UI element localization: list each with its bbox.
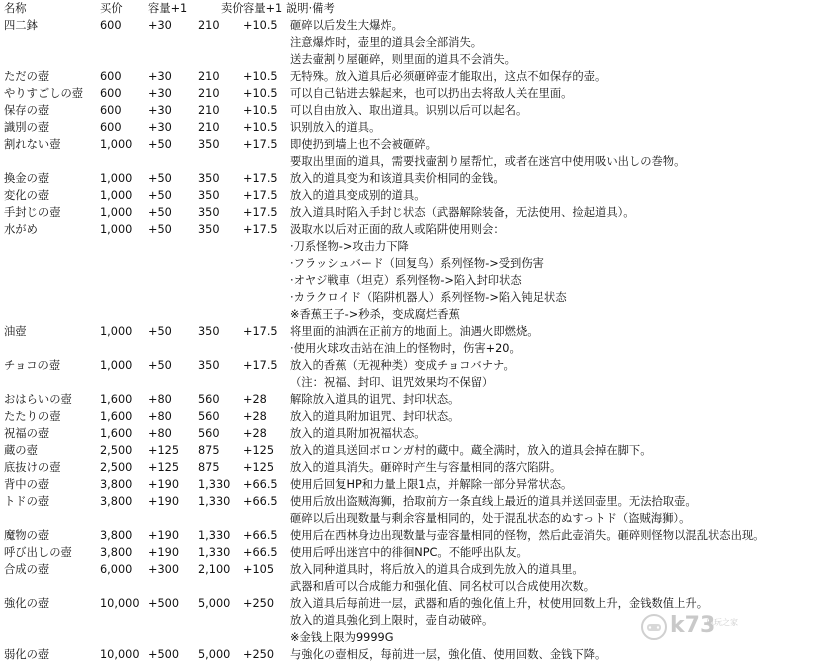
item-buy-plus: +80	[148, 427, 172, 440]
note-line: 注意爆炸时，壶里的道具会全部消失。	[290, 36, 483, 49]
note-line: 放入的道具变成别的道具。	[290, 189, 426, 202]
item-buy-price: 600	[100, 104, 122, 117]
table-row	[0, 442, 834, 459]
item-buy-price: 1,600	[100, 393, 133, 406]
item-name: 合成の壺	[4, 563, 50, 576]
note-line: ·フラッシュバード（回复鸟）系列怪物->受到伤害	[290, 257, 544, 270]
item-sell-price: 1,330	[198, 495, 231, 508]
item-sell-plus: +17.5	[243, 223, 278, 236]
item-name: チョコの壺	[4, 359, 61, 372]
note-line: 放入的道具強化到上限时，壶自动破碎。	[290, 614, 494, 627]
item-buy-plus: +30	[148, 121, 172, 134]
item-sell-plus: +66.5	[243, 495, 278, 508]
item-sell-price: 560	[198, 393, 220, 406]
item-buy-price: 600	[100, 87, 122, 100]
header-buy: 买价	[100, 2, 123, 15]
note-line: ·刀系怪物->攻击力下降	[290, 240, 409, 253]
note-line: 汲取水以后对正面的敌人或陷阱使用则会：	[290, 223, 505, 236]
item-name: 弱化の壺	[4, 648, 50, 661]
note-line: 将里面的油洒在正前方的地面上。油遇火即燃烧。	[290, 325, 539, 338]
item-name: おはらいの壺	[4, 393, 72, 406]
table-row	[0, 561, 834, 595]
item-buy-price: 10,000	[100, 597, 140, 610]
item-sell-price: 210	[198, 121, 220, 134]
note-line: 使用后回复HP和力量上限1点，并解除一部分异常状态。	[290, 478, 573, 491]
table-row	[0, 544, 834, 561]
note-line: 放入的道具消失。砸碎时产生与容量相同的落穴陷阱。	[290, 461, 562, 474]
item-buy-plus: +50	[148, 223, 172, 236]
item-buy-price: 2,500	[100, 461, 133, 474]
item-sell-plus: +10.5	[243, 87, 278, 100]
item-buy-price: 3,800	[100, 546, 133, 559]
item-buy-plus: +125	[148, 444, 180, 457]
note-line: 即使扔到墙上也不会被砸碎。	[290, 138, 437, 151]
item-buy-plus: +30	[148, 104, 172, 117]
item-sell-plus: +10.5	[243, 70, 278, 83]
item-sell-plus: +10.5	[243, 19, 278, 32]
item-name: 手封じの壺	[4, 206, 61, 219]
item-name: 祝福の壺	[4, 427, 50, 440]
note-line: ※香蕉王子->秒杀，变成腐烂香蕉	[290, 308, 460, 321]
note-line: 放入道具时陷入手封じ状态（武器解除装备，无法使用、捡起道具）。	[290, 206, 635, 219]
note-line: 可以自由放入、取出道具。识别以后可以起名。	[290, 104, 528, 117]
item-name: 背中の壺	[4, 478, 50, 491]
note-line: 使用后呼出迷宫中的徘徊NPC。不能呼出队友。	[290, 546, 528, 559]
table-row	[0, 459, 834, 476]
table-row	[0, 204, 834, 221]
item-name: ただの壺	[4, 70, 50, 83]
item-sell-price: 5,000	[198, 597, 231, 610]
table-row	[0, 646, 834, 663]
item-sell-plus: +17.5	[243, 172, 278, 185]
table-row	[0, 221, 834, 323]
item-sell-plus: +28	[243, 393, 267, 406]
item-sell-price: 210	[198, 104, 220, 117]
note-line: ·カラクロイド（陷阱机器人）系列怪物->陷入钝足状态	[290, 291, 567, 304]
item-sell-price: 350	[198, 206, 220, 219]
note-line: 放入同种道具时，将后放入的道具合成到先放入的道具里。	[290, 563, 584, 576]
table-row	[0, 476, 834, 493]
table-row	[0, 493, 834, 527]
item-buy-plus: +50	[148, 189, 172, 202]
item-buy-price: 600	[100, 19, 122, 32]
item-buy-price: 600	[100, 121, 122, 134]
item-name: やりすごしの壺	[4, 87, 84, 100]
note-line: 放入的道具变为和该道具卖价相同的金钱。	[290, 172, 505, 185]
item-sell-price: 210	[198, 19, 220, 32]
item-sell-plus: +17.5	[243, 325, 278, 338]
note-line: 无特殊。放入道具后必须砸碎壶才能取出，这点不如保存的壶。	[290, 70, 607, 83]
table-row	[0, 527, 834, 544]
item-name: 蔵の壺	[4, 444, 38, 457]
item-buy-price: 3,800	[100, 529, 133, 542]
item-name: トドの壺	[4, 495, 50, 508]
item-buy-plus: +50	[148, 138, 172, 151]
item-buy-plus: +30	[148, 70, 172, 83]
item-buy-price: 1,600	[100, 410, 133, 423]
note-line: 武器和盾可以合成能力和强化值、同名杖可以合成使用次数。	[290, 580, 596, 593]
note-line: ·オヤジ戦車（坦克）系列怪物->陷入封印状态	[290, 274, 522, 287]
item-sell-price: 875	[198, 461, 220, 474]
header-note: 説明·備考	[286, 2, 335, 15]
item-buy-plus: +50	[148, 206, 172, 219]
item-sell-plus: +105	[243, 563, 275, 576]
header-sell-plus: 容量+1	[243, 2, 283, 15]
item-sell-plus: +125	[243, 444, 275, 457]
table-row	[0, 85, 834, 102]
item-buy-price: 6,000	[100, 563, 133, 576]
table-row	[0, 17, 834, 68]
item-buy-price: 1,000	[100, 359, 133, 372]
item-sell-plus: +66.5	[243, 478, 278, 491]
item-sell-price: 2,100	[198, 563, 231, 576]
item-sell-plus: +17.5	[243, 206, 278, 219]
item-buy-plus: +50	[148, 359, 172, 372]
table-row	[0, 425, 834, 442]
item-sell-price: 350	[198, 172, 220, 185]
watermark-brand: k73	[670, 613, 716, 638]
item-sell-price: 350	[198, 189, 220, 202]
item-buy-plus: +190	[148, 478, 180, 491]
note-line: 放入的道具附加诅咒、封印状态。	[290, 410, 460, 423]
item-sell-price: 210	[198, 70, 220, 83]
item-sell-price: 210	[198, 87, 220, 100]
item-buy-price: 10,000	[100, 648, 140, 661]
watermark-sub: 电玩之家	[706, 618, 738, 627]
item-sell-plus: +28	[243, 427, 267, 440]
item-sell-price: 1,330	[198, 478, 231, 491]
item-sell-plus: +250	[243, 648, 275, 661]
item-name: 保存の壺	[4, 104, 50, 117]
item-name: 変化の壺	[4, 189, 50, 202]
note-line: ·使用火球攻击站在油上的怪物时，伤害+20。	[290, 342, 521, 355]
item-buy-price: 1,000	[100, 206, 133, 219]
table-row	[0, 136, 834, 170]
item-buy-plus: +300	[148, 563, 180, 576]
note-line: ※金钱上限为9999G	[290, 631, 394, 644]
item-buy-plus: +125	[148, 461, 180, 474]
item-sell-plus: +17.5	[243, 189, 278, 202]
table-row	[0, 391, 834, 408]
item-sell-price: 350	[198, 359, 220, 372]
table-row	[0, 595, 834, 646]
item-buy-plus: +80	[148, 393, 172, 406]
item-buy-plus: +50	[148, 325, 172, 338]
note-line: 放入的道具送回ボロンガ村的蔵中。蔵全满时，放入的道具会掉在脚下。	[290, 444, 652, 457]
item-buy-plus: +30	[148, 87, 172, 100]
item-sell-price: 1,330	[198, 529, 231, 542]
note-line: 使用后放出盗贼海狮，拾取前方一条直线上最近的道具并送回壶里。无法拾取壶。	[290, 495, 697, 508]
item-name: 水がめ	[4, 223, 38, 236]
item-buy-price: 1,000	[100, 223, 133, 236]
table-row	[0, 323, 834, 357]
item-buy-plus: +190	[148, 495, 180, 508]
item-name: 換金の壺	[4, 172, 50, 185]
item-buy-plus: +80	[148, 410, 172, 423]
item-name: 識別の壺	[4, 121, 50, 134]
item-name: 強化の壺	[4, 597, 50, 610]
item-sell-plus: +28	[243, 410, 267, 423]
item-name: 割れない壺	[4, 138, 61, 151]
item-buy-plus: +50	[148, 172, 172, 185]
item-name: 底抜けの壺	[4, 461, 61, 474]
table-header	[0, 0, 834, 17]
item-buy-price: 600	[100, 70, 122, 83]
table-row	[0, 119, 834, 136]
header-sell: 卖价	[221, 2, 244, 15]
item-sell-price: 350	[198, 223, 220, 236]
item-sell-price: 875	[198, 444, 220, 457]
item-buy-plus: +190	[148, 529, 180, 542]
item-buy-price: 1,000	[100, 138, 133, 151]
item-sell-plus: +17.5	[243, 359, 278, 372]
table-row	[0, 357, 834, 391]
item-name: 呼び出しの壺	[4, 546, 72, 559]
item-sell-price: 560	[198, 410, 220, 423]
item-buy-price: 1,600	[100, 427, 133, 440]
note-line: 使用后在西林身边出现数量与壶容量相同的怪物，然后此壶消失。砸碎则怪物以混乱状态出现。	[290, 529, 765, 542]
note-line: 砸碎以后出现数量与剩余容量相同的，处于混乱状态的ぬすっトド（盗贼海狮）。	[290, 512, 691, 525]
table-row	[0, 408, 834, 425]
note-line: 识别放入的道具。	[290, 121, 381, 134]
item-buy-price: 2,500	[100, 444, 133, 457]
note-line: 与強化の壺相反，每前进一层，強化值、使用回数、金钱下降。	[290, 648, 607, 661]
note-line: 解除放入道具的诅咒、封印状态。	[290, 393, 460, 406]
header-buy-plus: 容量+1	[148, 2, 188, 15]
note-line: （注：祝福、封印、诅咒效果均不保留）	[290, 376, 494, 389]
item-name: 魔物の壺	[4, 529, 50, 542]
item-buy-price: 1,000	[100, 325, 133, 338]
note-line: 放入道具后每前进一层，武器和盾的強化值上升，杖使用回数上升，金钱数值上升。	[290, 597, 708, 610]
item-sell-plus: +10.5	[243, 121, 278, 134]
item-buy-price: 1,000	[100, 172, 133, 185]
item-buy-price: 3,800	[100, 495, 133, 508]
note-line: 要取出里面的道具，需要找壷割り屋帮忙，或者在迷宫中使用吸い出しの巻物。	[290, 155, 686, 168]
item-buy-price: 1,000	[100, 189, 133, 202]
item-sell-price: 350	[198, 138, 220, 151]
note-line: 放入的道具附加祝福状态。	[290, 427, 426, 440]
item-sell-price: 350	[198, 325, 220, 338]
item-name: 油壺	[4, 325, 27, 338]
header-name: 名称	[4, 2, 27, 15]
item-sell-plus: +17.5	[243, 138, 278, 151]
item-sell-price: 1,330	[198, 546, 231, 559]
table-row	[0, 170, 834, 187]
item-buy-plus: +30	[148, 19, 172, 32]
item-sell-plus: +10.5	[243, 104, 278, 117]
table-row	[0, 187, 834, 204]
item-sell-plus: +250	[243, 597, 275, 610]
item-buy-price: 3,800	[100, 478, 133, 491]
item-sell-plus: +66.5	[243, 546, 278, 559]
note-line: 砸碎以后发生大爆炸。	[290, 19, 403, 32]
item-name: たたりの壺	[4, 410, 61, 423]
note-line: 送去壷割り屋砸碎，则里面的道具不会消失。	[290, 53, 516, 66]
table-row	[0, 68, 834, 85]
item-sell-price: 5,000	[198, 648, 231, 661]
item-sell-plus: +66.5	[243, 529, 278, 542]
item-buy-plus: +500	[148, 648, 180, 661]
item-sell-plus: +125	[243, 461, 275, 474]
table-row	[0, 102, 834, 119]
item-sell-price: 560	[198, 427, 220, 440]
note-line: 放入的香蕉（无视种类）变成チョコバナナ。	[290, 359, 515, 372]
item-buy-plus: +190	[148, 546, 180, 559]
note-line: 可以自己钻进去躲起来，也可以扔出去将敌人关在里面。	[290, 87, 573, 100]
item-name: 四二鉢	[4, 19, 38, 32]
item-buy-plus: +500	[148, 597, 180, 610]
